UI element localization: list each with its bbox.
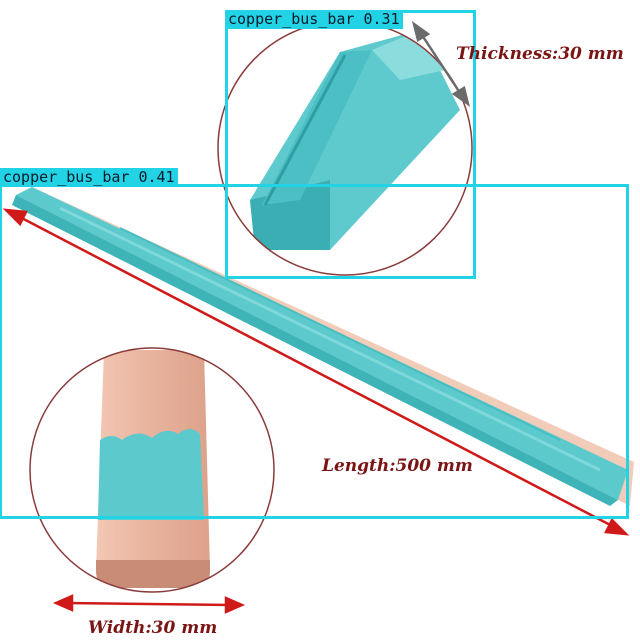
detection-class: copper_bus_bar bbox=[228, 10, 355, 28]
detection-box-lower bbox=[0, 184, 629, 519]
width-label: Width:30 mm bbox=[88, 618, 218, 638]
detection-score: 0.31 bbox=[363, 10, 400, 28]
detection-label-lower bbox=[0, 168, 178, 187]
detection-score: 0.41 bbox=[138, 168, 175, 186]
detection-class: copper_bus_bar bbox=[3, 168, 130, 186]
width-arrow bbox=[56, 596, 242, 612]
thickness-label: Thickness:30 mm bbox=[456, 44, 624, 64]
length-label: Length:500 mm bbox=[322, 456, 473, 476]
detection-label-upper bbox=[225, 10, 403, 29]
